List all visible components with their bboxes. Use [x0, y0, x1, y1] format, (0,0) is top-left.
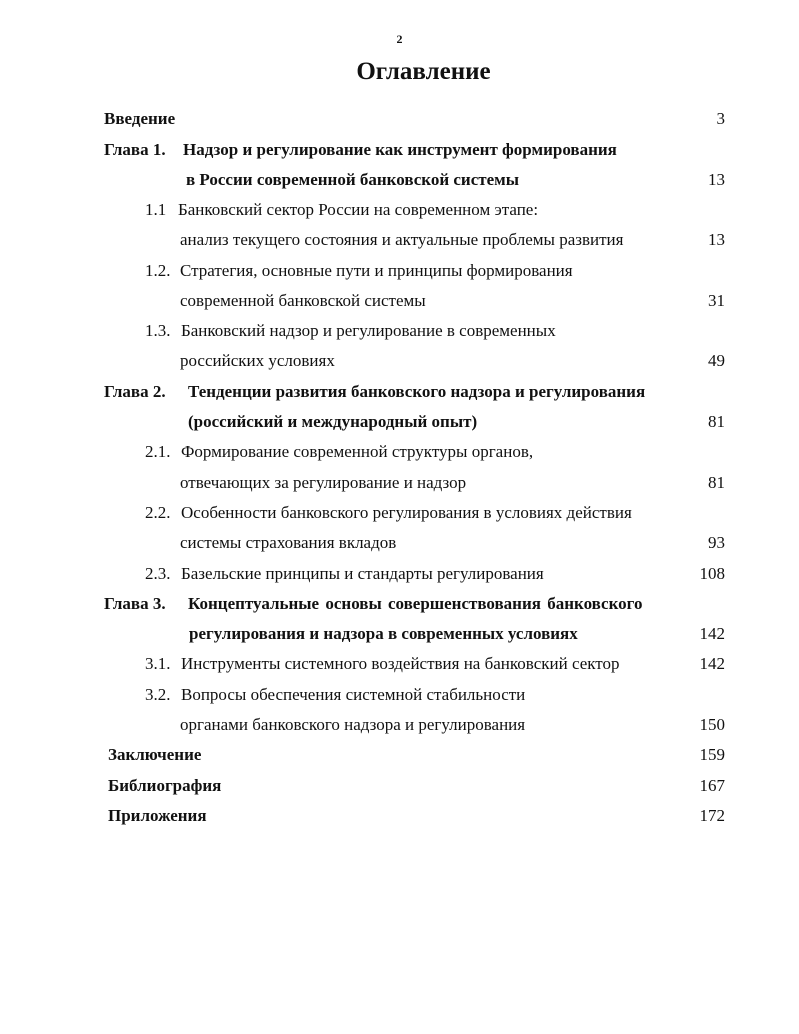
toc-entry-s2-1: [145, 442, 533, 462]
chapter-title-line1: Надзор и регулирование как инструмент формирования: [183, 140, 617, 159]
section-title-line2: системы страхования вкладов: [180, 533, 397, 552]
toc-entry-ch3: [104, 594, 642, 614]
section-number: 1.1: [145, 200, 167, 219]
toc-page-ch1: 13: [708, 170, 725, 189]
page-number: 2: [396, 32, 403, 46]
section-title-line2: органами банковского надзора и регулирования: [180, 715, 526, 734]
section-number: 1.3.: [145, 321, 171, 340]
toc-page-s2-3: 108: [699, 564, 725, 583]
toc-entry-ch1: [104, 140, 617, 160]
section-title-line2: современной банковской системы: [180, 291, 426, 310]
section-number: 3.2.: [145, 685, 171, 704]
toc-entry-ch2: [104, 382, 645, 402]
toc-page-bibliography: 167: [699, 776, 725, 795]
chapter-number: Глава 1.: [104, 140, 166, 159]
toc-page-appendices: 172: [699, 806, 725, 825]
toc-entry-s3-1: [145, 654, 620, 674]
section-title-line2: отвечающих за регулирование и надзор: [180, 473, 467, 492]
chapter-title-line2: регулирования и надзора в современных условиях: [189, 624, 578, 643]
toc-entry-s1-2: [145, 261, 573, 281]
toc-entry-s1-1: [145, 200, 538, 220]
chapter-title-line2: в России современной банковской системы: [186, 170, 520, 189]
section-title-line2: анализ текущего состояния и актуальные проблемы развития: [180, 230, 624, 249]
section-number: 1.2.: [145, 261, 171, 280]
toc-page-ch2: 81: [708, 412, 725, 431]
toc-page-s1-3: 49: [708, 351, 725, 370]
section-number: 2.2.: [145, 503, 171, 522]
chapter-title-line1: Концептуальные основы совершенствования банковского: [188, 594, 643, 613]
section-title-line1: Банковский надзор и регулирование в современных: [181, 321, 556, 340]
section-title-line1: Банковский сектор России на современном этапе:: [178, 200, 539, 219]
section-number: 2.3.: [145, 564, 171, 583]
toc-page-s3-1: 142: [699, 654, 725, 673]
section-title-line1: Особенности банковского регулирования в условиях действия: [181, 503, 632, 522]
toc-entry-intro: Введение: [104, 109, 176, 128]
toc-entry-appendices: Приложения: [108, 806, 207, 825]
toc-entry-s3-2: [145, 685, 525, 705]
toc-page-s1-2: 31: [708, 291, 725, 310]
toc-page-s2-2: 93: [708, 533, 725, 552]
toc-page-ch3: 142: [699, 624, 725, 643]
section-number: 3.1.: [145, 654, 171, 673]
section-title-line1: Стратегия, основные пути и принципы формирования: [180, 261, 573, 280]
chapter-title-line2: (российский и международный опыт): [188, 412, 478, 431]
toc-entry-bibliography: Библиография: [108, 776, 222, 795]
toc-entry-s2-3: [145, 564, 544, 584]
section-title-line1: Инструменты системного воздействия на банковский сектор: [181, 654, 620, 673]
toc-page-s3-2: 150: [699, 715, 725, 734]
chapter-number: Глава 3.: [104, 594, 166, 613]
section-title-line1: Вопросы обеспечения системной стабильности: [181, 685, 526, 704]
toc-entry-conclusion: Заключение: [108, 745, 202, 764]
chapter-title-line1: Тенденции развития банковского надзора и регулирования: [188, 382, 646, 401]
chapter-number: Глава 2.: [104, 382, 166, 401]
toc-page-s1-1: 13: [708, 230, 725, 249]
page-title: Оглавление: [356, 58, 491, 85]
toc-entry-s2-2: [145, 503, 632, 523]
toc-entry-s1-3: [145, 321, 556, 341]
section-title-line1: Формирование современной структуры органов,: [181, 442, 534, 461]
toc-page-intro: 3: [716, 109, 725, 128]
toc-page-s2-1: 81: [708, 473, 725, 492]
section-title-line1: Базельские принципы и стандарты регулирования: [181, 564, 544, 583]
section-title-line2: российских условиях: [180, 351, 335, 370]
section-number: 2.1.: [145, 442, 171, 461]
toc-page-conclusion: 159: [699, 745, 725, 764]
